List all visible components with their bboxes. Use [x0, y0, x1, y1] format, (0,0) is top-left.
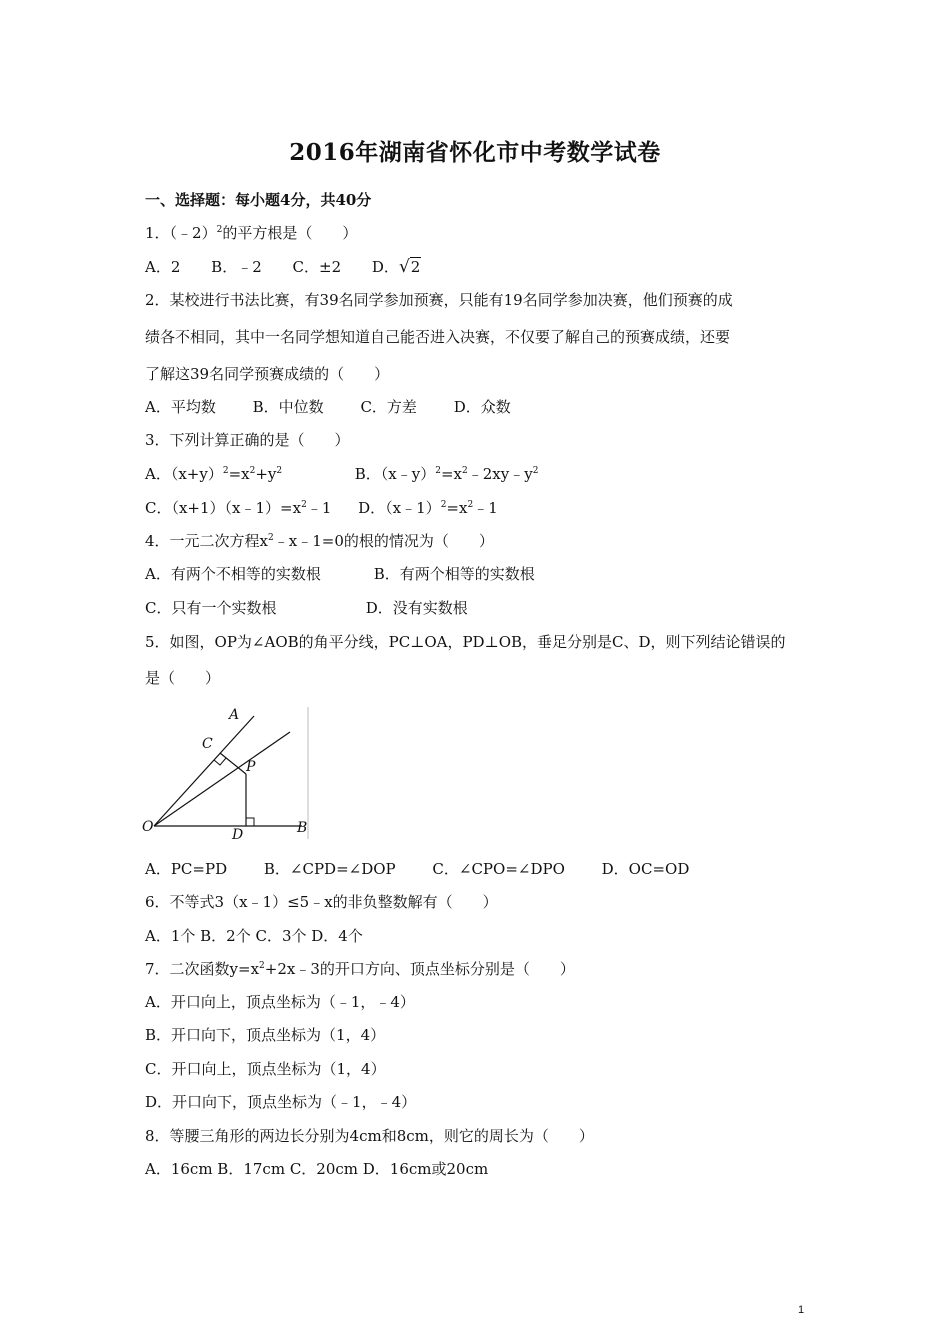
q2-option-c: C．方差	[360, 398, 417, 416]
ray-oa	[154, 716, 254, 826]
q1-option-c: C．±2	[292, 258, 342, 276]
question-3-options-cd	[145, 498, 498, 518]
q4-option-d: D．没有实数根	[365, 599, 468, 617]
question-7-stem: 7．二次函数$y=x^2+2x﹣3$的开口方向、顶点坐标分别是（ ）	[145, 960, 575, 978]
question-3-options-ab	[145, 464, 538, 484]
question-8-stem: 8．等腰三角形的两边长分别为4cm和8cm，则它的周长为（ ）	[145, 1127, 594, 1145]
question-2-line-3: 了解这39名同学预赛成绩的（ ）	[145, 365, 390, 383]
label-b: B	[297, 820, 308, 836]
q3-option-b: B．$(x﹣y)^2=x^2﹣2xy﹣y^2$	[354, 465, 539, 483]
angle-bisector-figure	[142, 705, 310, 840]
label-p: P	[246, 759, 256, 775]
q4-option-a: A．有两个不相等的实数根	[145, 565, 321, 583]
q3-option-c: C．$(x+1)(x﹣1)=x^2﹣1$	[145, 499, 332, 517]
q5-option-d: D．OC=OD	[601, 860, 690, 878]
question-6-stem: 6．不等式3（x﹣1）≤5﹣x的非负整数解有（ ）	[145, 893, 498, 911]
q1-option-b: B．﹣2	[211, 258, 262, 276]
q7-option-b: B．开口向下，顶点坐标为（1，4）	[145, 1026, 386, 1044]
sqrt-radicand: 2	[410, 258, 421, 276]
q1-option-a: A．2	[145, 258, 181, 276]
question-5-line-1: 5．如图，OP为∠AOB的角平分线，PC⊥OA，PD⊥OB，垂足分别是C、D，则下列结论错误的	[145, 633, 786, 651]
q2-option-a: A．平均数	[145, 398, 216, 416]
q7-option-c: C．开口向上，顶点坐标为（1，4）	[145, 1060, 386, 1078]
label-c: C	[202, 736, 213, 752]
question-3-stem: 3．下列计算正确的是（ ）	[145, 431, 350, 449]
label-o: O	[142, 819, 154, 835]
ray-op	[154, 732, 290, 826]
question-5-line-2: 是（ ）	[145, 669, 221, 687]
question-4-options-cd	[145, 598, 468, 618]
label-a: A	[229, 707, 240, 723]
question-1-stem: 1．（﹣2）$^2$的平方根是（ ）	[145, 224, 358, 242]
page-number: 1	[798, 1304, 805, 1316]
q2-option-b: B．中位数	[252, 398, 324, 416]
q5-option-b: B．∠CPD=∠DOP	[263, 860, 396, 878]
question-2-line-1: 2．某校进行书法比赛，有39名同学参加预赛，只能有19名同学参加决赛，他们预赛的成	[145, 291, 733, 309]
q3-option-d: D．$(x﹣1)^2=x^2﹣1$	[358, 499, 498, 517]
q4-option-c: C．只有一个实数根	[145, 599, 277, 617]
question-8-options: A．16cm B．17cm C．20cm D．16cm或20cm	[145, 1160, 489, 1178]
question-2-options	[145, 397, 511, 417]
question-2-line-2: 绩各不相同，其中一名同学想知道自己能否进入决赛，不仅要了解自己的预赛成绩，还要	[145, 328, 731, 346]
section-heading: 一、选择题：每小题4分，共40分	[145, 191, 372, 209]
sqrt-symbol: √	[398, 257, 410, 277]
q3-option-a: A．$(x+y)^2=x^2+y^2$	[145, 465, 283, 483]
question-1-options	[145, 257, 421, 277]
q4-option-b: B．有两个相等的实数根	[373, 565, 535, 583]
question-4-options-ab	[145, 564, 535, 584]
right-angle-mark-d	[246, 818, 254, 826]
q2-option-d: D．众数	[453, 398, 511, 416]
q5-option-a: A．PC=PD	[145, 860, 228, 878]
page-title: 2016年湖南省怀化市中考数学试卷	[289, 139, 661, 166]
question-4-stem: 4．一元二次方程$x^2﹣x﹣1=0$的根的情况为（ ）	[145, 532, 494, 550]
label-d: D	[232, 827, 244, 840]
question-6-options: A．1个 B．2个 C．3个 D．4个	[145, 927, 363, 945]
q5-option-c: C．∠CPO=∠DPO	[432, 860, 565, 878]
q7-option-a: A．开口向上，顶点坐标为（﹣1，﹣4）	[145, 993, 415, 1011]
question-5-options	[145, 859, 689, 879]
q1-option-d: D．√2	[371, 257, 421, 277]
q7-option-d: D．开口向下，顶点坐标为（﹣1，﹣4）	[145, 1093, 417, 1111]
right-angle-mark-c	[214, 758, 226, 765]
